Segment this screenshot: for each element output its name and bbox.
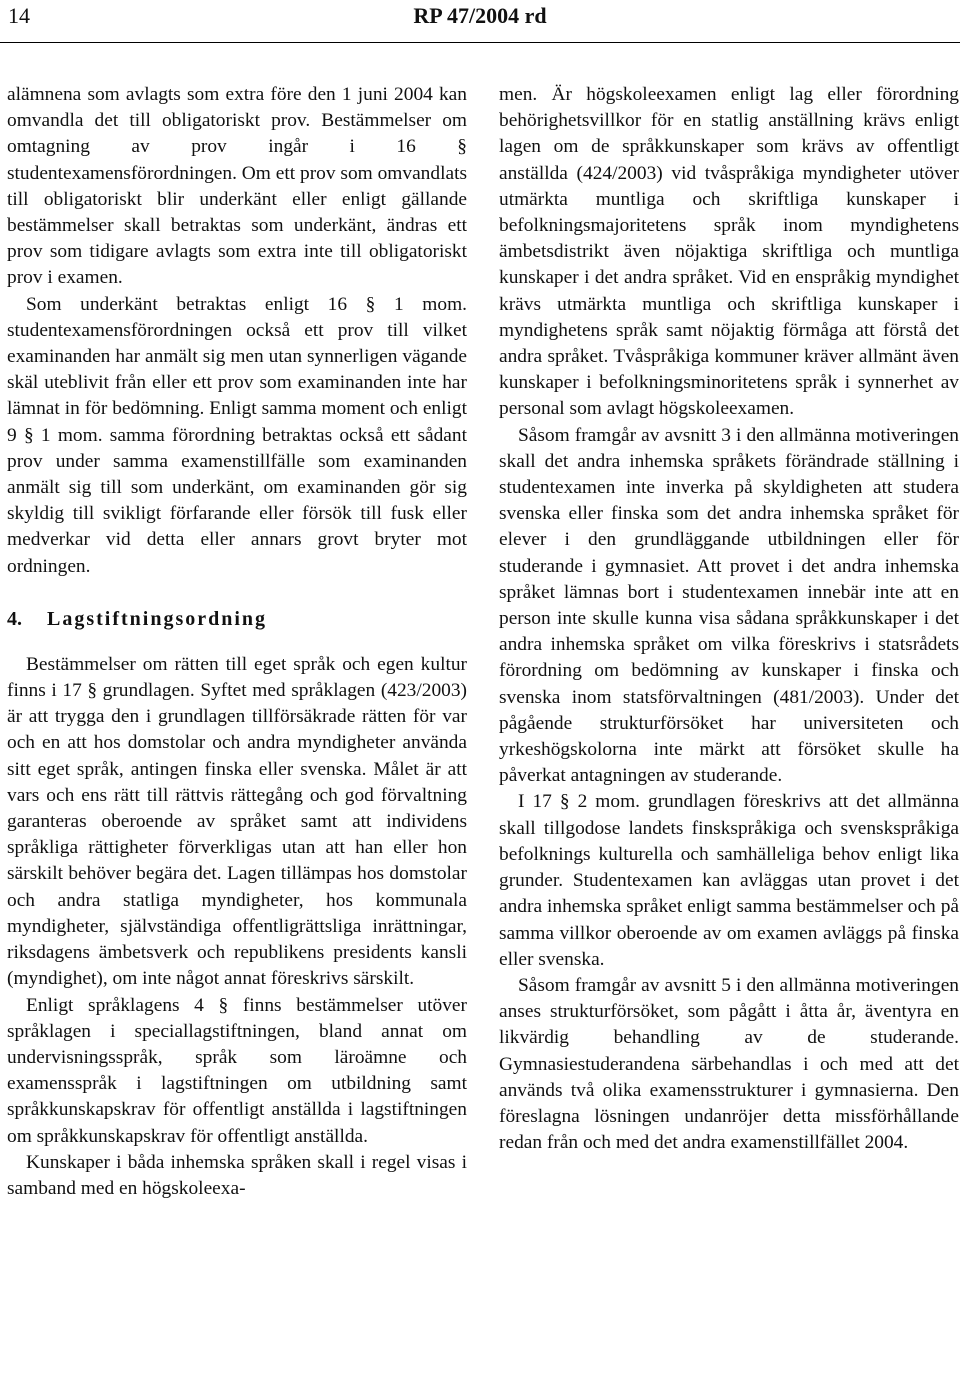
page-number: 14 — [8, 3, 30, 28]
right-column — [499, 82, 959, 1156]
paragraph: Bestämmelser om rätten till eget språk och egen kultur finns i 17 § grundlagen. Syftet med språklagen (423/2003) är att trygga den i grundlagen tillförsäkrade rätten för var och en att hos domstolar och andra myndigheter använda sitt eget språk, antingen finska eller svenska. Målet är att vars och ens rätt till rättvis rättegång och god förvaltning garanteras oberoende av språket samt att individens språkliga rättigheter förverkligas utan att han eller hon särskilt behöver begära det. Lagen tillämpas hos domstolar och andra statliga myndigheter, hos kommunala myndigheter, självständiga offentligrättsliga inrättningar, riksdagens ämbetsverk och republikens presidents kansli (myndighet), om inte något annat föreskrivs särskilt. — [7, 653, 467, 990]
paragraph: men. Är högskoleexamen enligt lag eller förordning behörighetsvillkor för en statlig anställning krävs enligt lagen om de språkkunskaper som krävs av offentligt anställda (424/2003) vid tvåspråkiga myndigheter utöver utmärkta muntliga och skriftliga kunskaper i befolkningsmajoritetens språk inom myndighetens ämbetsdistrikt även nöjaktiga skriftliga och muntliga kunskaper i det andra språket. Vid en enspråkig myndighet krävs utmärkta muntliga och skriftliga kunskaper i myndighetens språk samt nöjaktig förmåga att förstå det andra språket. Tvåspråkiga kommuner kräver allmänt även kunskaper i befolkningsminoritetens språk i synnerhet av personal som avlagt högskoleexamen. — [499, 84, 959, 420]
section-heading — [7, 606, 467, 632]
paragraph: Såsom framgår av avsnitt 3 i den allmänna motiveringen skall det andra inhemska språkets förändrade ställning i studentexamen inte inverka på skyldigheten att studera svenska eller finska som det andra inhemska språket för elever i den grundläggande utbildningen eller för studerande i gymnasiet. Att provet i det andra inhemska språket lämnas bort i studentexamen innebär inte att en person inte skulle kunna visa sådana språkkunskaper i det andra inhemska språket om vilka föreskrivs i statsrådets förordning om bedömning av kunskaper i finska och svenska inom statsförvaltningen (481/2003). Under det pågående strukturförsöket har universiteten och yrkeshögskolorna inte märkt att försöket skulle ha påverkat antagningen av studerande. — [499, 424, 959, 787]
paragraph: Som underkänt betraktas enligt 16 § 1 mom. studentexamensförordningen också ett prov till vilket examinanden har anmält sig men utan synnerligen vägande skäl uteblivit från eller ett prov som examinanden inte har lämnat in för bedömning. Enligt samma moment och enligt 9 § 1 mom. samma förordning betraktas också ett sådant prov under samma examenstillfälle som examinanden anmält sig till som underkänt, om examinanden gör sig skyldig till svikligt förfarande eller försök till fusk eller medverkar vid detta eller annars grovt bryter mot ordningen. — [7, 293, 467, 577]
paragraph: Såsom framgår av avsnitt 5 i den allmänna motiveringen anses strukturförsöket, som pågått i åtta år, äventyra en likvärdig behandling av de studerande. Gymnasiestuderandena särbehandlas i och med att det används två olika examensstrukturer i gymnasierna. Den föreslagna lösningen undanröjer detta missförhållande redan från och med det andra examenstillfället 2004. — [499, 974, 959, 1154]
left-column — [7, 82, 467, 1202]
paragraph: I 17 § 2 mom. grundlagen föreskrivs att det allmänna skall tillgodose landets finskspråkiga och svenskspråkiga befolknings kulturella och samhälleliga behov enligt lika grunder. Studentexamen kan avläggas utan provet i det andra inhemska språket enligt samma bestämmelser och på samma villkor oberoende av om examen avläggs på finska eller svenska. — [499, 791, 959, 970]
header-divider — [0, 42, 960, 43]
document-id: RP 47/2004 rd — [413, 3, 547, 28]
paragraph: Kunskaper i båda inhemska språken skall i regel visas i samband med en högskoleexa- — [7, 1151, 467, 1199]
section-number: 4. — [7, 607, 22, 630]
paragraph: Enligt språklagens 4 § finns bestämmelser utöver språklagen i speciallagstiftningen, bland annat om undervisningsspråk, språk som läroämne och examensspråk i lagstiftningen om utbildning samt språkkunskapskrav för offentligt anställda i lagstiftningen om språkkunskapskrav för offentligt anställda. — [7, 994, 467, 1147]
page-header — [8, 2, 952, 30]
section-title: Lagstiftningsordning — [47, 607, 268, 630]
paragraph: alämnena som avlagts som extra före den 1 juni 2004 kan omvandla det till obligatoriskt prov. Bestämmelser om omtagning av prov ingår i 16 § studentexamensförordningen. Om ett prov som omvandlats till obligatoriskt blir underkänt eller enligt gällande bestämmelser skall betraktas som underkänt, ändras ett prov som tidigare avlagts som extra inte till obligatoriskt prov i examen. — [7, 84, 467, 289]
